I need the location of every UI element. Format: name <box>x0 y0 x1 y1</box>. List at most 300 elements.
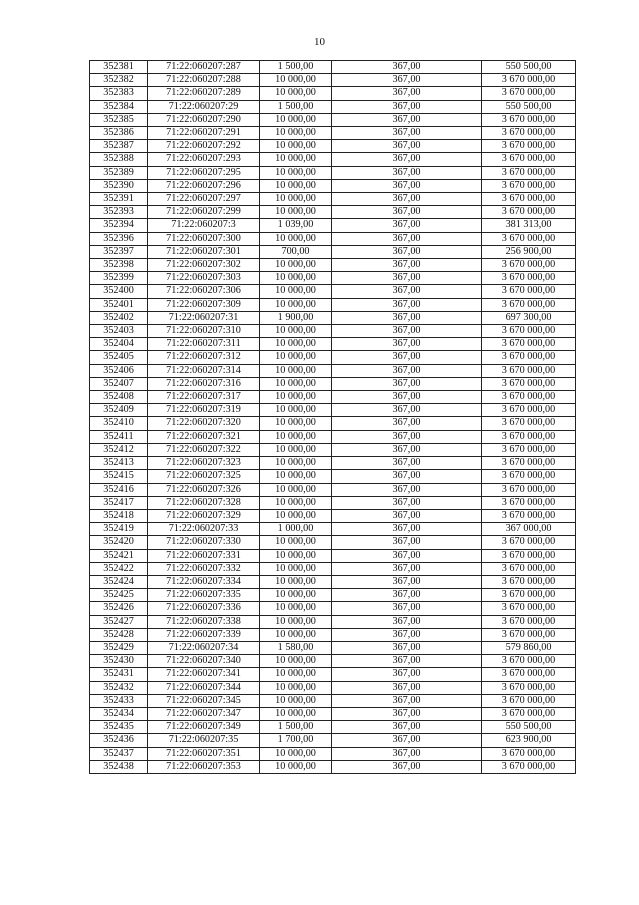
cadastral-value-cell: 623 900,00 <box>482 734 576 747</box>
row-number-cell: 352428 <box>90 628 148 641</box>
area-cell: 10 000,00 <box>260 166 332 179</box>
cadastral-value-cell: 3 670 000,00 <box>482 232 576 245</box>
table-row <box>90 87 576 100</box>
area-cell: 10 000,00 <box>260 417 332 430</box>
area-cell: 10 000,00 <box>260 760 332 773</box>
table-row <box>90 206 576 219</box>
row-number-cell: 352422 <box>90 562 148 575</box>
cadastral-value-cell: 3 670 000,00 <box>482 259 576 272</box>
specific-value-cell: 367,00 <box>332 694 482 707</box>
specific-value-cell: 367,00 <box>332 351 482 364</box>
specific-value-cell: 367,00 <box>332 417 482 430</box>
row-number-cell: 352406 <box>90 364 148 377</box>
cadastral-number-cell: 71:22:060207:31 <box>148 311 260 324</box>
cadastral-number-cell: 71:22:060207:297 <box>148 193 260 206</box>
cadastral-value-cell: 3 670 000,00 <box>482 760 576 773</box>
row-number-cell: 352432 <box>90 681 148 694</box>
table-row <box>90 179 576 192</box>
cadastral-value-cell: 3 670 000,00 <box>482 285 576 298</box>
area-cell: 10 000,00 <box>260 113 332 126</box>
row-number-cell: 352391 <box>90 193 148 206</box>
cadastral-value-cell: 3 670 000,00 <box>482 377 576 390</box>
specific-value-cell: 367,00 <box>332 259 482 272</box>
row-number-cell: 352381 <box>90 61 148 74</box>
area-cell: 10 000,00 <box>260 509 332 522</box>
cadastral-value-cell: 3 670 000,00 <box>482 404 576 417</box>
table-row <box>90 74 576 87</box>
cadastral-number-cell: 71:22:060207:3 <box>148 219 260 232</box>
cadastral-value-cell: 3 670 000,00 <box>482 496 576 509</box>
row-number-cell: 352401 <box>90 298 148 311</box>
cadastral-number-cell: 71:22:060207:295 <box>148 166 260 179</box>
cadastral-value-cell: 550 500,00 <box>482 100 576 113</box>
row-number-cell: 352417 <box>90 496 148 509</box>
row-number-cell: 352382 <box>90 74 148 87</box>
cadastral-value-cell: 3 670 000,00 <box>482 193 576 206</box>
row-number-cell: 352410 <box>90 417 148 430</box>
cadastral-number-cell: 71:22:060207:292 <box>148 140 260 153</box>
specific-value-cell: 367,00 <box>332 61 482 74</box>
row-number-cell: 352438 <box>90 760 148 773</box>
area-cell: 10 000,00 <box>260 179 332 192</box>
cadastral-value-cell: 3 670 000,00 <box>482 87 576 100</box>
cadastral-number-cell: 71:22:060207:331 <box>148 549 260 562</box>
specific-value-cell: 367,00 <box>332 443 482 456</box>
cadastral-value-cell: 3 670 000,00 <box>482 655 576 668</box>
area-cell: 10 000,00 <box>260 615 332 628</box>
table-row <box>90 404 576 417</box>
cadastral-number-cell: 71:22:060207:317 <box>148 391 260 404</box>
cadastral-value-cell: 3 670 000,00 <box>482 707 576 720</box>
row-number-cell: 352416 <box>90 483 148 496</box>
cadastral-number-cell: 71:22:060207:341 <box>148 668 260 681</box>
specific-value-cell: 367,00 <box>332 549 482 562</box>
cadastral-value-cell: 3 670 000,00 <box>482 747 576 760</box>
table-row <box>90 153 576 166</box>
row-number-cell: 352421 <box>90 549 148 562</box>
cadastral-value-cell: 367 000,00 <box>482 523 576 536</box>
specific-value-cell: 367,00 <box>332 193 482 206</box>
cadastral-value-cell: 3 670 000,00 <box>482 549 576 562</box>
table-row <box>90 615 576 628</box>
specific-value-cell: 367,00 <box>332 74 482 87</box>
row-number-cell: 352405 <box>90 351 148 364</box>
specific-value-cell: 367,00 <box>332 734 482 747</box>
table-row <box>90 166 576 179</box>
row-number-cell: 352403 <box>90 325 148 338</box>
row-number-cell: 352384 <box>90 100 148 113</box>
area-cell: 10 000,00 <box>260 694 332 707</box>
row-number-cell: 352385 <box>90 113 148 126</box>
area-cell: 10 000,00 <box>260 496 332 509</box>
table-row <box>90 509 576 522</box>
row-number-cell: 352389 <box>90 166 148 179</box>
area-cell: 1 500,00 <box>260 721 332 734</box>
specific-value-cell: 367,00 <box>332 655 482 668</box>
table-row <box>90 377 576 390</box>
specific-value-cell: 367,00 <box>332 391 482 404</box>
specific-value-cell: 367,00 <box>332 232 482 245</box>
table-row <box>90 364 576 377</box>
table-row <box>90 575 576 588</box>
table-row <box>90 113 576 126</box>
specific-value-cell: 367,00 <box>332 206 482 219</box>
cadastral-number-cell: 71:22:060207:293 <box>148 153 260 166</box>
table-row <box>90 668 576 681</box>
cadastral-value-cell: 3 670 000,00 <box>482 74 576 87</box>
row-number-cell: 352386 <box>90 127 148 140</box>
cadastral-number-cell: 71:22:060207:309 <box>148 298 260 311</box>
table-row <box>90 549 576 562</box>
cadastral-number-cell: 71:22:060207:344 <box>148 681 260 694</box>
table-row <box>90 721 576 734</box>
cadastral-value-cell: 3 670 000,00 <box>482 443 576 456</box>
area-cell: 10 000,00 <box>260 298 332 311</box>
specific-value-cell: 367,00 <box>332 87 482 100</box>
cadastral-number-cell: 71:22:060207:336 <box>148 602 260 615</box>
table-row <box>90 589 576 602</box>
table-row <box>90 602 576 615</box>
cadastral-value-cell: 3 670 000,00 <box>482 681 576 694</box>
cadastral-number-cell: 71:22:060207:330 <box>148 536 260 549</box>
table-row <box>90 523 576 536</box>
specific-value-cell: 367,00 <box>332 377 482 390</box>
specific-value-cell: 367,00 <box>332 760 482 773</box>
cadastral-value-cell: 3 670 000,00 <box>482 140 576 153</box>
cadastral-value-cell: 3 670 000,00 <box>482 179 576 192</box>
cadastral-number-cell: 71:22:060207:349 <box>148 721 260 734</box>
table-row <box>90 193 576 206</box>
cadastral-number-cell: 71:22:060207:303 <box>148 272 260 285</box>
row-number-cell: 352436 <box>90 734 148 747</box>
area-cell: 10 000,00 <box>260 575 332 588</box>
area-cell: 10 000,00 <box>260 562 332 575</box>
area-cell: 10 000,00 <box>260 707 332 720</box>
area-cell: 10 000,00 <box>260 391 332 404</box>
cadastral-number-cell: 71:22:060207:339 <box>148 628 260 641</box>
row-number-cell: 352430 <box>90 655 148 668</box>
cadastral-value-cell: 3 670 000,00 <box>482 417 576 430</box>
table-row <box>90 338 576 351</box>
area-cell: 10 000,00 <box>260 127 332 140</box>
specific-value-cell: 367,00 <box>332 707 482 720</box>
row-number-cell: 352434 <box>90 707 148 720</box>
table-row <box>90 628 576 641</box>
specific-value-cell: 367,00 <box>332 641 482 654</box>
specific-value-cell: 367,00 <box>332 113 482 126</box>
row-number-cell: 352407 <box>90 377 148 390</box>
table-row <box>90 562 576 575</box>
specific-value-cell: 367,00 <box>332 457 482 470</box>
specific-value-cell: 367,00 <box>332 338 482 351</box>
cadastral-number-cell: 71:22:060207:316 <box>148 377 260 390</box>
cadastral-number-cell: 71:22:060207:345 <box>148 694 260 707</box>
cadastral-number-cell: 71:22:060207:35 <box>148 734 260 747</box>
area-cell: 10 000,00 <box>260 206 332 219</box>
row-number-cell: 352424 <box>90 575 148 588</box>
table-row <box>90 391 576 404</box>
row-number-cell: 352425 <box>90 589 148 602</box>
area-cell: 10 000,00 <box>260 272 332 285</box>
cadastral-number-cell: 71:22:060207:296 <box>148 179 260 192</box>
row-number-cell: 352383 <box>90 87 148 100</box>
specific-value-cell: 367,00 <box>332 245 482 258</box>
cadastral-value-cell: 3 670 000,00 <box>482 457 576 470</box>
table-row <box>90 707 576 720</box>
area-cell: 10 000,00 <box>260 351 332 364</box>
cadastral-value-cell: 3 670 000,00 <box>482 338 576 351</box>
table-body <box>90 61 576 774</box>
cadastral-number-cell: 71:22:060207:291 <box>148 127 260 140</box>
cadastral-number-cell: 71:22:060207:29 <box>148 100 260 113</box>
cadastral-number-cell: 71:22:060207:301 <box>148 245 260 258</box>
cadastral-number-cell: 71:22:060207:320 <box>148 417 260 430</box>
cadastral-number-cell: 71:22:060207:323 <box>148 457 260 470</box>
table-row <box>90 232 576 245</box>
cadastral-value-cell: 3 670 000,00 <box>482 364 576 377</box>
area-cell: 10 000,00 <box>260 457 332 470</box>
cadastral-number-cell: 71:22:060207:321 <box>148 430 260 443</box>
area-cell: 10 000,00 <box>260 404 332 417</box>
area-cell: 10 000,00 <box>260 285 332 298</box>
specific-value-cell: 367,00 <box>332 589 482 602</box>
cadastral-number-cell: 71:22:060207:306 <box>148 285 260 298</box>
specific-value-cell: 367,00 <box>332 575 482 588</box>
cadastral-value-cell: 3 670 000,00 <box>482 668 576 681</box>
cadastral-value-cell: 3 670 000,00 <box>482 470 576 483</box>
row-number-cell: 352433 <box>90 694 148 707</box>
specific-value-cell: 367,00 <box>332 470 482 483</box>
area-cell: 10 000,00 <box>260 377 332 390</box>
specific-value-cell: 367,00 <box>332 127 482 140</box>
specific-value-cell: 367,00 <box>332 668 482 681</box>
cadastral-value-cell: 3 670 000,00 <box>482 391 576 404</box>
table-row <box>90 61 576 74</box>
table-row <box>90 325 576 338</box>
specific-value-cell: 367,00 <box>332 509 482 522</box>
cadastral-number-cell: 71:22:060207:288 <box>148 74 260 87</box>
area-cell: 10 000,00 <box>260 193 332 206</box>
table-row <box>90 219 576 232</box>
row-number-cell: 352435 <box>90 721 148 734</box>
cadastral-value-cell: 3 670 000,00 <box>482 430 576 443</box>
specific-value-cell: 367,00 <box>332 325 482 338</box>
cadastral-value-cell: 3 670 000,00 <box>482 575 576 588</box>
cadastral-number-cell: 71:22:060207:329 <box>148 509 260 522</box>
specific-value-cell: 367,00 <box>332 562 482 575</box>
row-number-cell: 352413 <box>90 457 148 470</box>
cadastral-number-cell: 71:22:060207:328 <box>148 496 260 509</box>
area-cell: 1 500,00 <box>260 61 332 74</box>
row-number-cell: 352390 <box>90 179 148 192</box>
table-row <box>90 311 576 324</box>
cadastral-number-cell: 71:22:060207:340 <box>148 655 260 668</box>
area-cell: 10 000,00 <box>260 153 332 166</box>
row-number-cell: 352402 <box>90 311 148 324</box>
row-number-cell: 352388 <box>90 153 148 166</box>
cadastral-value-cell: 3 670 000,00 <box>482 113 576 126</box>
table-row <box>90 417 576 430</box>
table-row <box>90 641 576 654</box>
cadastral-value-cell: 3 670 000,00 <box>482 272 576 285</box>
table-row <box>90 259 576 272</box>
cadastral-number-cell: 71:22:060207:299 <box>148 206 260 219</box>
cadastral-value-cell: 550 500,00 <box>482 61 576 74</box>
row-number-cell: 352387 <box>90 140 148 153</box>
table-row <box>90 483 576 496</box>
row-number-cell: 352437 <box>90 747 148 760</box>
area-cell: 10 000,00 <box>260 536 332 549</box>
area-cell: 10 000,00 <box>260 443 332 456</box>
table-row <box>90 681 576 694</box>
specific-value-cell: 367,00 <box>332 628 482 641</box>
cadastral-value-cell: 3 670 000,00 <box>482 483 576 496</box>
area-cell: 10 000,00 <box>260 232 332 245</box>
cadastral-value-cell: 550 500,00 <box>482 721 576 734</box>
area-cell: 10 000,00 <box>260 655 332 668</box>
row-number-cell: 352419 <box>90 523 148 536</box>
table-row <box>90 100 576 113</box>
cadastral-value-cell: 3 670 000,00 <box>482 602 576 615</box>
specific-value-cell: 367,00 <box>332 747 482 760</box>
cadastral-number-cell: 71:22:060207:322 <box>148 443 260 456</box>
specific-value-cell: 367,00 <box>332 615 482 628</box>
area-cell: 10 000,00 <box>260 668 332 681</box>
area-cell: 1 700,00 <box>260 734 332 747</box>
area-cell: 10 000,00 <box>260 483 332 496</box>
area-cell: 10 000,00 <box>260 470 332 483</box>
cadastral-value-cell: 3 670 000,00 <box>482 562 576 575</box>
row-number-cell: 352394 <box>90 219 148 232</box>
cadastral-number-cell: 71:22:060207:334 <box>148 575 260 588</box>
area-cell: 700,00 <box>260 245 332 258</box>
specific-value-cell: 367,00 <box>332 681 482 694</box>
cadastral-number-cell: 71:22:060207:312 <box>148 351 260 364</box>
cadastral-number-cell: 71:22:060207:325 <box>148 470 260 483</box>
cadastral-number-cell: 71:22:060207:33 <box>148 523 260 536</box>
specific-value-cell: 367,00 <box>332 721 482 734</box>
cadastral-number-cell: 71:22:060207:351 <box>148 747 260 760</box>
row-number-cell: 352415 <box>90 470 148 483</box>
cadastral-number-cell: 71:22:060207:311 <box>148 338 260 351</box>
specific-value-cell: 367,00 <box>332 602 482 615</box>
row-number-cell: 352409 <box>90 404 148 417</box>
table-row <box>90 655 576 668</box>
row-number-cell: 352431 <box>90 668 148 681</box>
table-row <box>90 443 576 456</box>
cadastral-number-cell: 71:22:060207:302 <box>148 259 260 272</box>
cadastral-value-cell: 3 670 000,00 <box>482 351 576 364</box>
area-cell: 1 900,00 <box>260 311 332 324</box>
cadastral-value-cell: 3 670 000,00 <box>482 166 576 179</box>
cadastral-value-cell: 3 670 000,00 <box>482 589 576 602</box>
cadastral-value-cell: 3 670 000,00 <box>482 298 576 311</box>
cadastral-value-cell: 579 860,00 <box>482 641 576 654</box>
cadastral-value-cell: 3 670 000,00 <box>482 509 576 522</box>
row-number-cell: 352398 <box>90 259 148 272</box>
cadastral-value-cell: 697 300,00 <box>482 311 576 324</box>
specific-value-cell: 367,00 <box>332 483 482 496</box>
row-number-cell: 352399 <box>90 272 148 285</box>
specific-value-cell: 367,00 <box>332 523 482 536</box>
area-cell: 1 500,00 <box>260 100 332 113</box>
specific-value-cell: 367,00 <box>332 166 482 179</box>
area-cell: 10 000,00 <box>260 325 332 338</box>
cadastral-value-cell: 3 670 000,00 <box>482 694 576 707</box>
cadastral-value-cell: 3 670 000,00 <box>482 615 576 628</box>
row-number-cell: 352420 <box>90 536 148 549</box>
cadastral-value-cell: 3 670 000,00 <box>482 206 576 219</box>
area-cell: 10 000,00 <box>260 338 332 351</box>
table-row <box>90 536 576 549</box>
cadastral-value-cell: 381 313,00 <box>482 219 576 232</box>
area-cell: 10 000,00 <box>260 87 332 100</box>
table-row <box>90 272 576 285</box>
specific-value-cell: 367,00 <box>332 536 482 549</box>
cadastral-number-cell: 71:22:060207:287 <box>148 61 260 74</box>
specific-value-cell: 367,00 <box>332 298 482 311</box>
cadastral-number-cell: 71:22:060207:347 <box>148 707 260 720</box>
specific-value-cell: 367,00 <box>332 100 482 113</box>
cadastral-value-cell: 3 670 000,00 <box>482 127 576 140</box>
table-row <box>90 747 576 760</box>
cadastral-number-cell: 71:22:060207:34 <box>148 641 260 654</box>
cadastral-number-cell: 71:22:060207:319 <box>148 404 260 417</box>
area-cell: 10 000,00 <box>260 74 332 87</box>
table-row <box>90 734 576 747</box>
row-number-cell: 352400 <box>90 285 148 298</box>
cadastral-value-cell: 3 670 000,00 <box>482 325 576 338</box>
specific-value-cell: 367,00 <box>332 153 482 166</box>
row-number-cell: 352418 <box>90 509 148 522</box>
cadastral-value-cell: 256 900,00 <box>482 245 576 258</box>
cadastral-value-table <box>89 60 576 774</box>
row-number-cell: 352411 <box>90 430 148 443</box>
area-cell: 1 580,00 <box>260 641 332 654</box>
table-row <box>90 430 576 443</box>
specific-value-cell: 367,00 <box>332 219 482 232</box>
specific-value-cell: 367,00 <box>332 140 482 153</box>
cadastral-number-cell: 71:22:060207:335 <box>148 589 260 602</box>
cadastral-number-cell: 71:22:060207:314 <box>148 364 260 377</box>
cadastral-value-cell: 3 670 000,00 <box>482 153 576 166</box>
area-cell: 10 000,00 <box>260 549 332 562</box>
area-cell: 10 000,00 <box>260 747 332 760</box>
cadastral-number-cell: 71:22:060207:310 <box>148 325 260 338</box>
cadastral-number-cell: 71:22:060207:353 <box>148 760 260 773</box>
table-row <box>90 140 576 153</box>
row-number-cell: 352427 <box>90 615 148 628</box>
cadastral-value-cell: 3 670 000,00 <box>482 536 576 549</box>
cadastral-number-cell: 71:22:060207:289 <box>148 87 260 100</box>
table-row <box>90 351 576 364</box>
table-row <box>90 127 576 140</box>
table-row <box>90 760 576 773</box>
specific-value-cell: 367,00 <box>332 285 482 298</box>
specific-value-cell: 367,00 <box>332 364 482 377</box>
area-cell: 10 000,00 <box>260 364 332 377</box>
area-cell: 10 000,00 <box>260 681 332 694</box>
page-number: 10 <box>314 36 325 48</box>
area-cell: 10 000,00 <box>260 259 332 272</box>
row-number-cell: 352393 <box>90 206 148 219</box>
cadastral-value-cell: 3 670 000,00 <box>482 628 576 641</box>
row-number-cell: 352412 <box>90 443 148 456</box>
specific-value-cell: 367,00 <box>332 404 482 417</box>
row-number-cell: 352426 <box>90 602 148 615</box>
area-cell: 10 000,00 <box>260 430 332 443</box>
cadastral-number-cell: 71:22:060207:300 <box>148 232 260 245</box>
